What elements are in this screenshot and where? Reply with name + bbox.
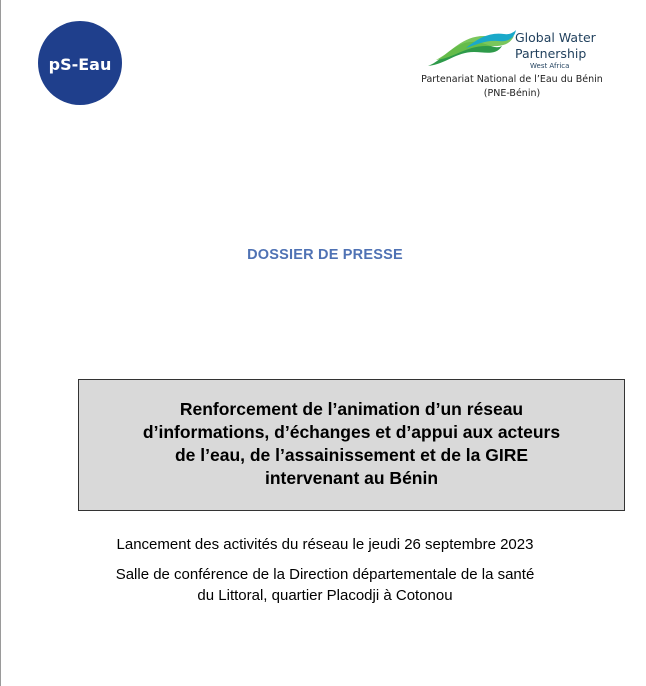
- launch-date-text: Lancement des activités du réseau le jeudi 26 septembre 2023: [116, 536, 534, 553]
- water-wave-icon: [426, 30, 516, 70]
- gwp-name-line1: Global Water: [515, 30, 596, 45]
- title-line: d’informations, d’échanges et d’appui aux acteurs: [142, 422, 561, 442]
- title-line: intervenant au Bénin: [264, 468, 439, 488]
- section-label: DOSSIER DE PRESSE: [247, 247, 403, 263]
- pseau-logo: [38, 21, 122, 105]
- title-box: [78, 379, 625, 511]
- venue-line1: Salle de conférence de la Direction départementale de la santé: [115, 566, 535, 583]
- venue-line2: du Littoral, quartier Placodji à Cotonou: [197, 587, 453, 604]
- gwp-name-line2: Partnership: [515, 46, 587, 61]
- pne-name-line2: (PNE-Bénin): [483, 88, 541, 99]
- pne-name-line1: Partenariat National de l’Eau du Bénin: [421, 74, 603, 85]
- gwp-logo: [420, 26, 620, 106]
- gwp-region: West Africa: [530, 62, 570, 70]
- title-line: de l’eau, de l’assainissement et de la GIRE: [174, 445, 529, 465]
- page-left-edge: [0, 0, 1, 686]
- pseau-logo-text: pS-Eau: [48, 55, 112, 74]
- title-line: Renforcement de l’animation d’un réseau: [179, 399, 524, 419]
